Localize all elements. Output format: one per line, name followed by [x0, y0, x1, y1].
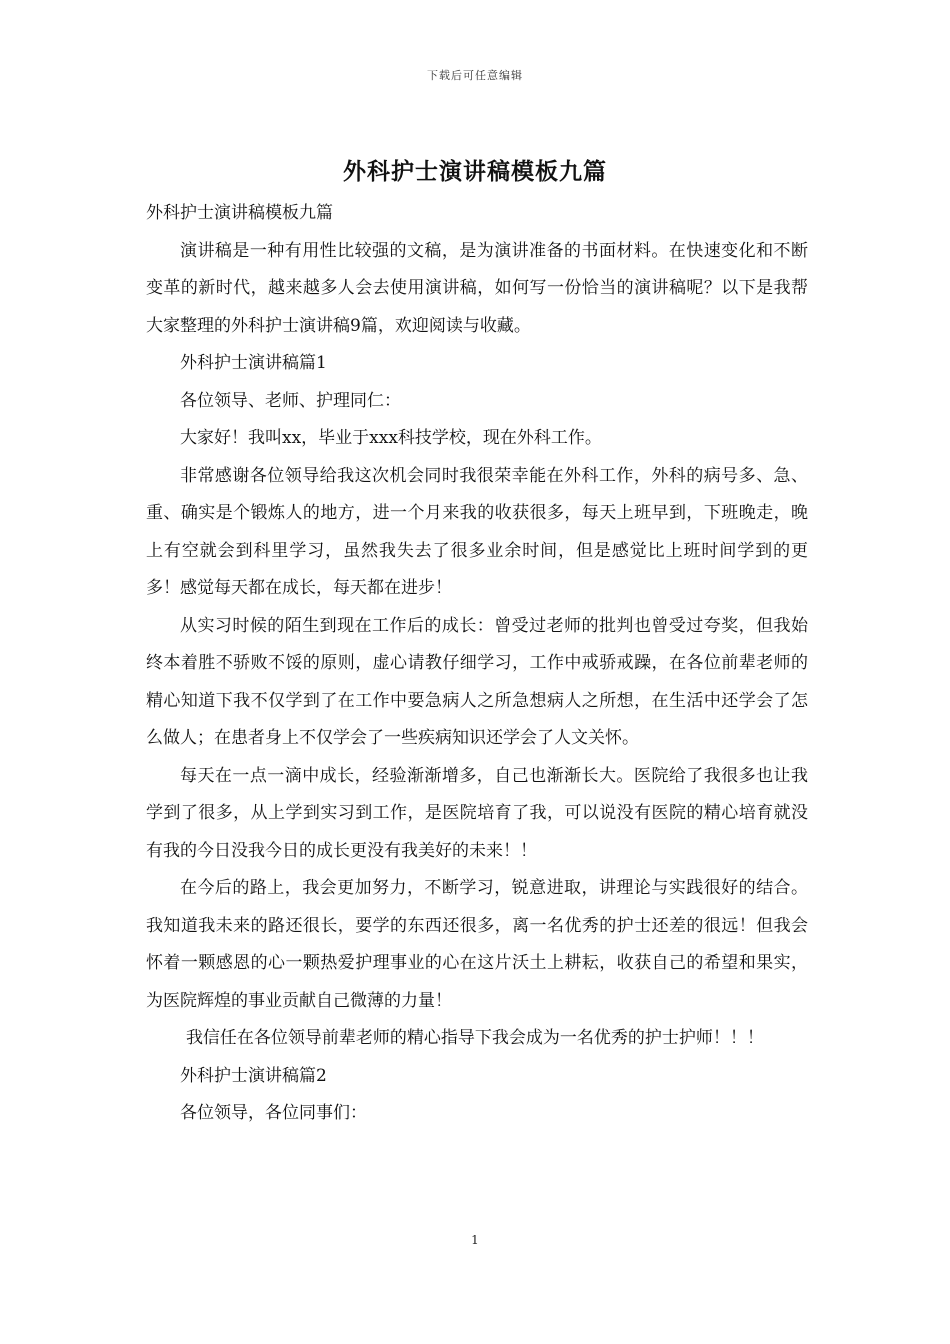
header-note: 下载后可任意编辑	[427, 69, 523, 82]
document-body	[146, 195, 808, 1133]
body-paragraph: 在今后的路上，我会更加努力，不断学习，锐意进取，讲理论与实践很好的结合。我知道我未来的路还很长，要学的东西还很多，离一名优秀的护士还差的很远！但我会怀着一颗感恩的心一颗热爱护理事业的心在这片沃土上耕耘，收获自己的希望和果实，为医院辉煌的事业贡献自己微薄的力量！	[146, 878, 808, 1011]
closing-paragraph: 我信任在各位领导前辈老师的精心指导下我会成为一名优秀的护士护师！！！	[185, 1028, 764, 1048]
body-paragraph: 大家好！我叫xx，毕业于xxx科技学校，现在外科工作。	[180, 428, 602, 448]
page-number: 1	[471, 1233, 479, 1247]
salutation-2: 各位领导，各位同事们：	[180, 1103, 367, 1123]
intro-paragraph: 演讲稿是一种有用性比较强的文稿，是为演讲准备的书面材料。在快速变化和不断变革的新时代，越来越多人会去使用演讲稿，如何写一份恰当的演讲稿呢？以下是我帮大家整理的外科护士演讲稿9篇，欢迎阅读与收藏。	[146, 240, 808, 336]
body-paragraph: 从实习时候的陌生到现在工作后的成长：曾受过老师的批判也曾受过夸奖，但我始终本着胜不骄败不馁的原则，虚心请教仔细学习，工作中戒骄戒躁，在各位前辈老师的精心知道下我不仅学到了在工作中要急病人之所急想病人之所想，在生活中还学会了怎么做人；在患者身上不仅学会了一些疾病知识还学会了人文关怀。	[146, 615, 808, 748]
document-subtitle: 外科护士演讲稿模板九篇	[146, 203, 333, 223]
body-paragraph: 每天在一点一滴中成长，经验渐渐增多，自己也渐渐长大。医院给了我很多也让我学到了很多，从上学到实习到工作，是医院培育了我，可以说没有医院的精心培育就没有我的今日没我今日的成长更没有我美好的未来！！	[146, 765, 808, 861]
section-heading-1: 外科护士演讲稿篇1	[180, 353, 327, 373]
section-heading-2: 外科护士演讲稿篇2	[180, 1065, 327, 1086]
body-paragraph: 非常感谢各位领导给我这次机会同时我很荣幸能在外科工作，外科的病号多、急、重、确实是个锻炼人的地方，进一个月来我的收获很多，每天上班早到，下班晚走，晚上有空就会到科里学习，虽然我失去了很多业余时间，但是感觉比上班时间学到的更多！感觉每天都在成长，每天都在进步！	[146, 465, 808, 598]
salutation-1: 各位领导、老师、护理同仁：	[180, 390, 401, 411]
document-title: 外科护士演讲稿模板九篇	[343, 158, 607, 185]
